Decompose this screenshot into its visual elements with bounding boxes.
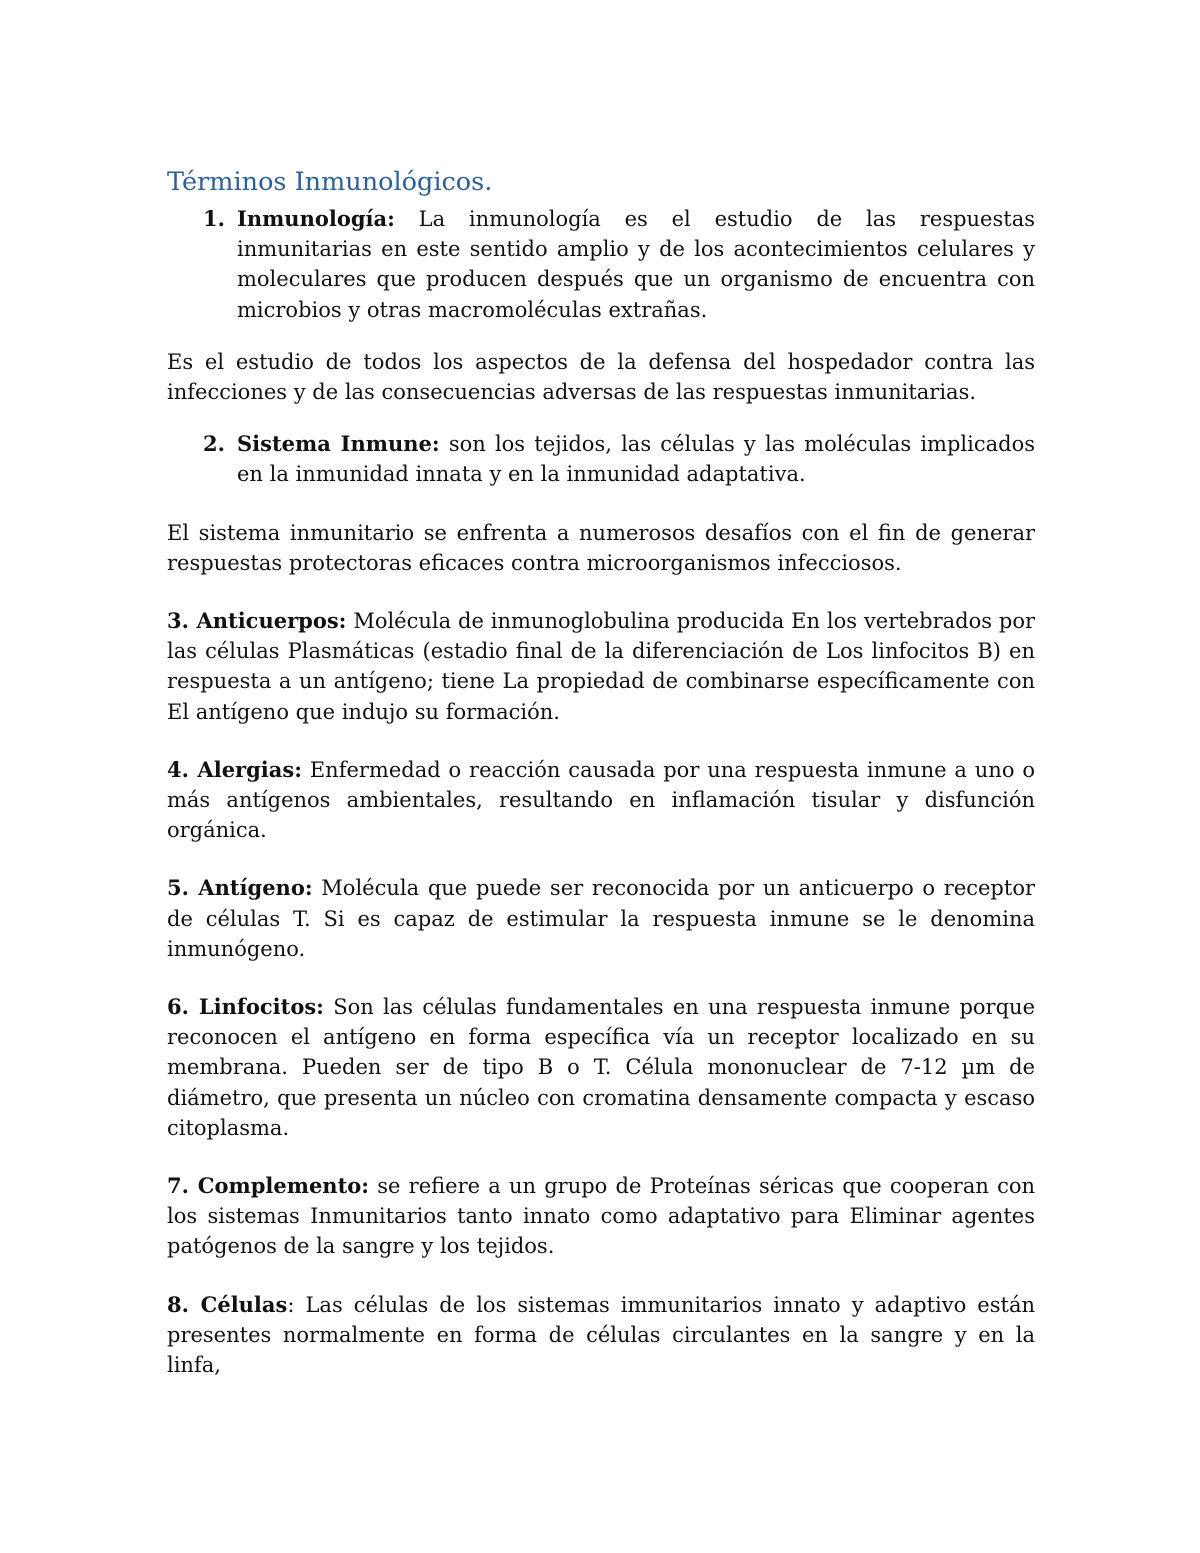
term-label: 7. Complemento: [167, 1173, 370, 1199]
item-number: 1. [203, 206, 225, 231]
term-label: 4. Alergias: [167, 756, 302, 782]
term-definition: : Las células de los sistemas immunitarios innato y adaptivo están presentes normalmente en forma de células circulantes en la sangre y en la linfa, [167, 1292, 1035, 1378]
term-complemento [167, 1171, 1035, 1262]
term-definition: Molécula de inmunoglobulina producida En los vertebrados por las células Plasmáticas (estadio final de la diferenciación de Los linfocitos B) en respuesta a un antígeno; tiene La propiedad de combinarse específicamente con El antígeno que indujo su formación. [167, 609, 1036, 724]
list-item-inmunologia [167, 204, 1035, 325]
term-alergias [167, 755, 1035, 846]
term-definition: Molécula que puede ser reconocida por un anticuerpo o receptor de células T. Si es capaz de estimular la respuesta inmune se le denomina inmunógeno. [167, 876, 1036, 961]
term-definition: son los tejidos, las células y las moléculas implicados en la inmunidad innata y en la inmunidad adaptativa. [237, 432, 1035, 487]
document-body [167, 166, 1035, 1380]
term-definition: Enfermedad o reacción causada por una respuesta inmune a uno o más antígenos ambientales, resultando en inflamación tisular y disfunción orgánica. [167, 757, 1035, 843]
list-item-sistema-inmune [167, 429, 1035, 489]
term-celulas [167, 1290, 1035, 1381]
term-antigeno [167, 873, 1035, 964]
term-label: 5. Antígeno: [167, 875, 313, 901]
term-label: 8. Células [167, 1291, 288, 1317]
term-definition: La inmunología es el estudio de las respuestas inmunitarias en este sentido amplio y de los acontecimientos celulares y moleculares que producen después que un organismo de encuentra con microbios y otras macromoléculas extrañas. [237, 207, 1035, 322]
paragraph: Es el estudio de todos los aspectos de la defensa del hospedador contra las infecciones y de las consecuencias adversas de las respuestas inmunitarias. [167, 349, 1035, 405]
term-label: 6. Linfocitos: [167, 994, 324, 1020]
term-label: 3. Anticuerpos: [167, 608, 347, 634]
term-label: Sistema Inmune: [237, 431, 440, 457]
page-title: Términos Inmunológicos. [167, 167, 493, 197]
term-anticuerpos [167, 606, 1035, 727]
term-definition: se refiere a un grupo de Proteínas séricas que cooperan con los sistemas Inmunitarios tanto innato como adaptativo para Eliminar agentes patógenos de la sangre y los tejidos. [167, 1174, 1035, 1259]
term-label: Inmunología: [237, 206, 395, 231]
term-linfocitos [167, 992, 1035, 1143]
item-number: 2. [203, 431, 225, 457]
term-definition: Son las células fundamentales en una respuesta inmune porque reconocen el antígeno en forma específica vía un receptor localizado en su membrana. Pueden ser de tipo B o T. Célula mononuclear de 7-12 µm de diámetro, que presenta un núcleo con cromatina densamente compacta y escaso citoplasma. [167, 995, 1035, 1140]
paragraph: El sistema inmunitario se enfrenta a numerosos desafíos con el fin de generar respuestas protectoras eficaces contra microorganismos infecciosos. [167, 520, 1035, 575]
